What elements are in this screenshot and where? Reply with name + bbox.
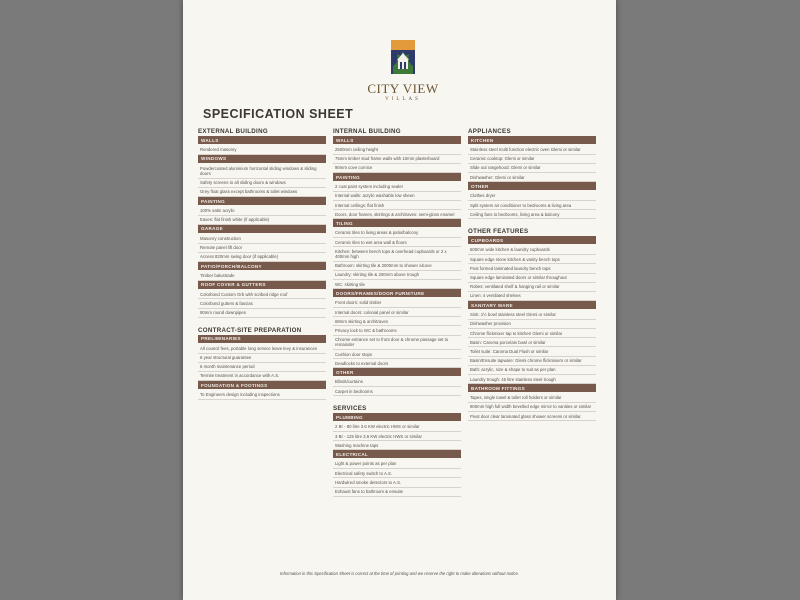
spec-item: Kitchen: between bench tops & overhead cupboards or 2 x 400mm high [333, 247, 461, 261]
spec-item: Split system air conditioner to bedrooms & living area [468, 201, 596, 210]
group-label-bar: GARAGE [198, 225, 326, 233]
spec-item: Ceramic cooktop: Glemi or similar [468, 155, 596, 164]
column-2 [333, 128, 461, 497]
group-label-bar: WINDOWS [198, 155, 326, 163]
group-label-bar: PAINTING [333, 173, 461, 181]
spec-item: 100% satin acrylic [198, 207, 326, 216]
spec-item: Square edge stone kitchen & vanity bench tops [468, 255, 596, 264]
spec-item: Pivot door clear laminated glass shower screens or similar [468, 412, 596, 421]
group-label-bar: CUPBOARDS [468, 236, 596, 244]
spec-item: Robes: ventilated shelf & hanging rail or similar [468, 283, 596, 292]
group-label-bar: WALLS [198, 136, 326, 144]
spec-item: Internal doors: colonial panel or similar [333, 308, 461, 317]
group-label-bar: SANITARY WARE [468, 301, 596, 309]
group-label-bar: PATIO/PORCH/BALCONY [198, 262, 326, 270]
spec-item: Carpet in bedrooms [333, 387, 461, 396]
spec-item: Laundry: skirting tile & 200mm above trough [333, 271, 461, 280]
spec-item: Colorbond Custom Orb with scribed ridge roof [198, 290, 326, 299]
city-view-villas-logo [353, 40, 453, 102]
logo-name: CITY VIEW [367, 81, 439, 96]
spec-item: Front doors: solid timber [333, 299, 461, 308]
group-label-bar: ELECTRICAL [333, 450, 461, 458]
villa-logo-icon [383, 40, 423, 74]
spec-item: Toilet suite: Caroma Dual Flush or similar [468, 347, 596, 356]
spec-item: Timber balustrade [198, 272, 326, 281]
spec-item: Access 820mm swing door (if applicable) [198, 253, 326, 262]
footnote: Information in this Specification Sheet is correct at the time of printing and we reserve the right to make alterations without notice. [279, 571, 520, 576]
spec-item: Electrical safety switch to A.S. [333, 469, 461, 478]
spec-item: Light & power points as per plan [333, 460, 461, 469]
spec-item: Laundry trough: 45 litre stainless steel trough [468, 375, 596, 384]
section-heading: OTHER FEATURES [468, 228, 529, 236]
spec-item: Privacy lock to WC & bathrooms [333, 326, 461, 335]
spec-item: Colorbond gutters & fascias [198, 299, 326, 308]
spec-item: Sink: 1½ bowl stainless steel Glemi or similar [468, 311, 596, 320]
spec-item: Deadlocks to external doors [333, 359, 461, 368]
group-label-bar: PLUMBING [333, 413, 461, 421]
spec-item: Ceiling fans to bedrooms, living area & balcony [468, 210, 596, 219]
column-3 [468, 128, 596, 421]
spec-item: Eaves: flat finish white (if applicable) [198, 216, 326, 225]
section-heading: CONTRACT-SITE PREPARATION [198, 326, 302, 334]
spec-item: To Engineers design including inspections [198, 391, 326, 400]
section-heading: APPLIANCES [468, 128, 511, 135]
spec-item: Bathroom: skirting tile & 2000mm to shower alcove [333, 262, 461, 271]
spec-item: 90mm cove cornice [333, 164, 461, 173]
section-heading: INTERNAL BUILDING [333, 128, 401, 135]
spec-item: Doors, door frames, skirtings & architraves: semi-gloss enamel [333, 210, 461, 219]
group-label-bar: WALLS [333, 136, 461, 144]
spec-item: Chrome entrance set to front door & chrome passage set to remainder [333, 336, 461, 350]
spec-item: Basin: Caroma porcelain bowl or similar [468, 338, 596, 347]
spec-sheet-page [183, 0, 616, 600]
spec-item: 6 month maintenance period [198, 363, 326, 372]
spec-item: Internal ceilings: flat finish [333, 201, 461, 210]
spec-item: 2 Br - 80 litre 3.6 KW electric HWS or similar [333, 423, 461, 432]
group-label-bar: OTHER [333, 368, 461, 376]
spec-item: Tapes, single towel & toilet roll holders or similar [468, 394, 596, 403]
spec-item: Clothes dryer [468, 192, 596, 201]
spec-item: Blinds/curtains [333, 378, 461, 387]
column-1 [198, 128, 326, 400]
spec-item: Grey float glass except bathrooms & toilet windows [198, 188, 326, 197]
group-label-bar: PRELIMINARIES [198, 335, 326, 343]
spec-item: Basin/Ensuite tapware: Glemi chrome flickmixers or similar [468, 357, 596, 366]
spec-item: Chrome flickmixer tap to kitchen Glemi or similar [468, 329, 596, 338]
spec-item: Remote panel lift door [198, 244, 326, 253]
spec-item: Washing machine taps [333, 441, 461, 450]
spec-item: Masonry construction [198, 234, 326, 243]
spec-item: Stainless steel multi function electric oven Glemi or similar [468, 146, 596, 155]
spec-item: Cushion door stops [333, 350, 461, 359]
spec-item: Dishwasher: Glemi or similar [468, 173, 596, 182]
spec-item: Termite treatment in accordance with A.S. [198, 372, 326, 381]
spec-item: Ceramic tiles to living areas & patio/balcony [333, 229, 461, 238]
group-label-bar: BATHROOM FITTINGS [468, 384, 596, 392]
spec-item: Safety screens to all sliding doors & windows [198, 179, 326, 188]
spec-item: 75mm timber stud frame walls with 10mm plasterboard [333, 155, 461, 164]
spec-item: 600mm wide kitchen & laundry cupboards [468, 246, 596, 255]
spec-item: Powdercoated aluminium horizontal sliding windows & sliding doors [198, 164, 326, 178]
spec-item: Rendered masonry [198, 146, 326, 155]
spec-item: Dishwasher provision [468, 320, 596, 329]
group-label-bar: DOORS/FRAMES/DOOR FURNITURE [333, 289, 461, 297]
spec-item: 68mm skirting & architraves [333, 317, 461, 326]
spec-item: 2 coat paint system including sealer [333, 183, 461, 192]
spec-item: Post formed laminated laundry bench tops [468, 264, 596, 273]
sheet-title: SPECIFICATION SHEET [203, 107, 354, 121]
spec-item: All council fees, portable long service leave levy & insurances [198, 344, 326, 353]
spec-item: 2500mm ceiling height [333, 146, 461, 155]
section-heading: EXTERNAL BUILDING [198, 128, 268, 135]
spec-item: Slide out rangehood: Glemi or similar [468, 164, 596, 173]
spec-item: WC: skirting tile [333, 280, 461, 289]
spec-item: 90mm round downpipes [198, 309, 326, 318]
spec-item: 900mm high full width bevelled edge mirror to vanities or similar [468, 403, 596, 412]
spec-item: Bath: acrylic, size & shape to suit as per plan [468, 366, 596, 375]
group-label-bar: KITCHEN [468, 136, 596, 144]
group-label-bar: TILING [333, 219, 461, 227]
spec-item: 6 year structural guarantee [198, 354, 326, 363]
group-label-bar: OTHER [468, 182, 596, 190]
spec-item: Internal walls: acrylic washable low sheen [333, 192, 461, 201]
group-label-bar: PAINTING [198, 197, 326, 205]
spec-item: Exhaust fans to bathroom & ensuite [333, 488, 461, 497]
spec-item: Ceramic tiles to wet area wall & floors [333, 238, 461, 247]
spec-item: Hardwired smoke detectors to A.S. [333, 478, 461, 487]
group-label-bar: FOUNDATION & FOOTINGS [198, 381, 326, 389]
section-heading: SERVICES [333, 405, 367, 413]
group-label-bar: ROOF COVER & GUTTERS [198, 281, 326, 289]
spec-item: Linen: 4 ventilated shelves [468, 292, 596, 301]
spec-item: Square edge laminated doors or similar throughout [468, 274, 596, 283]
spec-item: 3 Br - 125 litre 3.6 KW electric HWS or similar [333, 432, 461, 441]
logo-subtitle: VILLAS [385, 97, 421, 102]
